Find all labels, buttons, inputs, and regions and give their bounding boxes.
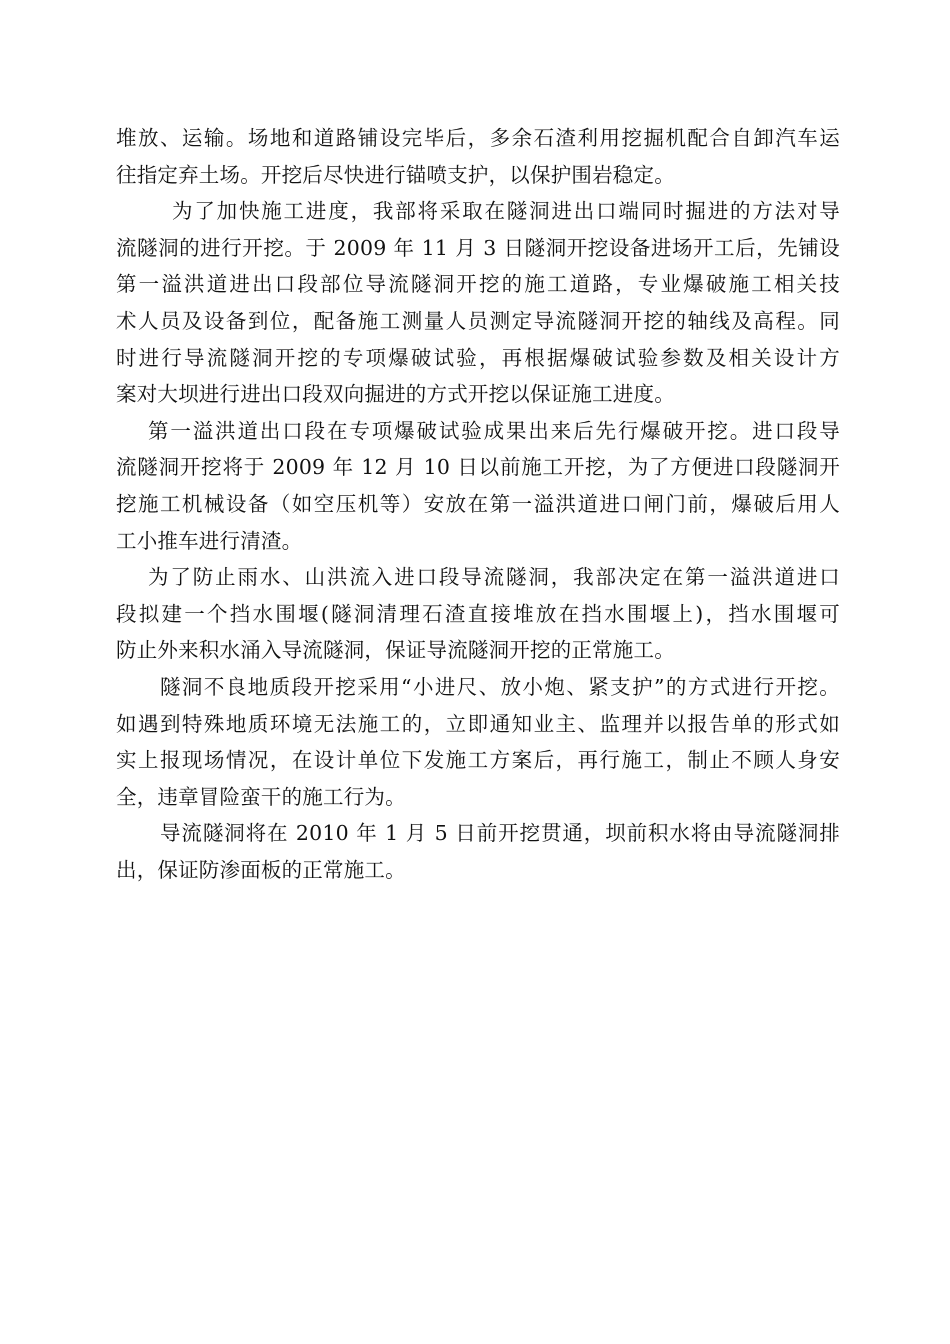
text-line: 堆放、运输。场地和道路铺设完毕后，多余石渣利用挖掘机配合自卸汽车运 (116, 126, 840, 150)
text-line: 流隧洞的进行开挖。于 2009 年 11 月 3 日隧洞开挖设备进场开工后，先铺设 (116, 235, 840, 260)
paragraph-spillway-outlet (116, 413, 840, 559)
text-line: 实上报现场情况，在设计单位下发施工方案后，再行施工，制止不顾人身安 (116, 748, 840, 773)
paragraph-poor-geology (116, 669, 840, 815)
text-line: 全，违章冒险蛮干的施工行为。 (116, 784, 406, 809)
text-line: 第一溢洪道进出口段部位导流隧洞开挖的施工道路，专业爆破施工相关技 (116, 272, 840, 297)
text-line: 如遇到特殊地质环境无法施工的，立即通知业主、监理并以报告单的形式如 (116, 711, 840, 736)
document-body (116, 120, 840, 888)
text-line: 导流隧洞将在 2010 年 1 月 5 日前开挖贯通，坝前积水将由导流隧洞排 (160, 821, 840, 846)
text-line: 时进行导流隧洞开挖的专项爆破试验，再根据爆破试验参数及相关设计方 (116, 345, 840, 370)
text-line: 段拟建一个挡水围堰(隧洞清理石渣直接堆放在挡水围堰上)，挡水围堰可 (116, 601, 840, 626)
text-line: 挖施工机械设备（如空压机等）安放在第一溢洪道进口闸门前，爆破后用人 (116, 491, 840, 516)
paragraph-construction-progress (116, 193, 840, 413)
text-line: 流隧洞开挖将于 2009 年 12 月 10 日以前施工开挖，为了方便进口段隧洞开 (116, 455, 840, 480)
text-line: 术人员及设备到位，配备施工测量人员测定导流隧洞开挖的轴线及高程。同 (116, 308, 840, 333)
text-line: 第一溢洪道出口段在专项爆破试验成果出来后先行爆破开挖。进口段导 (148, 418, 840, 443)
paragraph-cofferdam (116, 559, 840, 669)
text-line: 为了防止雨水、山洪流入进口段导流隧洞，我部决定在第一溢洪道进口 (148, 565, 840, 590)
text-line: 防止外来积水涌入导流隧洞，保证导流隧洞开挖的正常施工。 (116, 638, 675, 663)
paragraph-tunnel-breakthrough (116, 815, 840, 888)
text-line: 案对大坝进行进出口段双向掘进的方式开挖以保证施工进度。 (116, 382, 675, 407)
text-line: 出，保证防渗面板的正常施工。 (116, 857, 406, 882)
text-line: 隧洞不良地质段开挖采用“小进尺、放小炮、紧支护”的方式进行开挖。 (160, 674, 840, 699)
text-line: 往指定弃土场。开挖后尽快进行锚喷支护，以保护围岩稳定。 (116, 162, 675, 187)
text-line: 工小推车进行清渣。 (116, 528, 303, 553)
text-line: 为了加快施工进度，我部将采取在隧洞进出口端同时掘进的方法对导 (172, 199, 840, 224)
paragraph-continuation (116, 120, 840, 193)
